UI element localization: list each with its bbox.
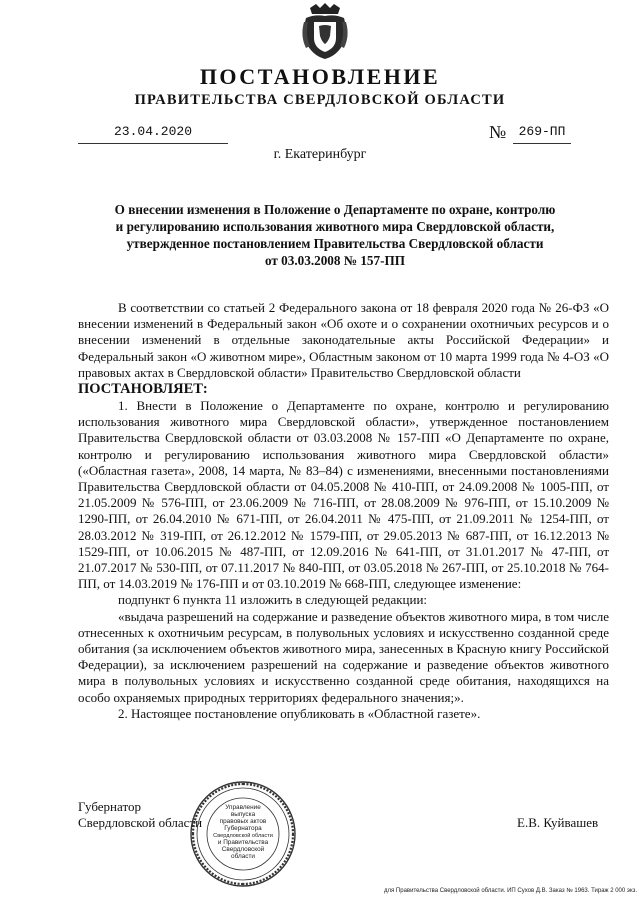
stamp-text: правовых актов	[219, 818, 267, 825]
city: г. Екатеринбург	[273, 147, 367, 162]
stamp-text: области	[231, 853, 255, 860]
quoted-text-paragraph: «выдача разрешений на содержание и разведение объектов животного мира, в том числе отнесенных к охотничьим ресурсам, в полувольных условиях и искусственно созданной среде обитания (за исключением объектов животного мира, занесенных в Красную книгу Российской Федерации), за исключением разрешений на содержание и разведение объектов животного мира в полувольных условиях и искусственно созданной среде обитания, находящихся на особо охраняемых природных территориях федерального значения;».	[78, 608, 609, 705]
stamp-text: Свердловской области	[213, 833, 273, 839]
subject-line: О внесении изменения в Положение о Департаменте по охране, контролю	[114, 202, 556, 217]
document-title: ПОСТАНОВЛЕНИЕ	[199, 64, 441, 89]
document-number-field	[513, 123, 571, 144]
stamp-text: Губернатора	[224, 825, 262, 832]
coat-of-arms-icon	[300, 2, 350, 60]
number-label: №	[489, 122, 507, 142]
document-subject	[100, 201, 570, 269]
item-1-paragraph: 1. Внести в Положение о Департаменте по охране, контролю и регулированию использования животного мира Свердловской области», утвержденное постановлением Правительства Свердловской области от 03.03.2008 № 157-ПП «О Департаменте по охране, контролю и регулированию использования животного мира Свердловской области» («Областная газета», 2008, 14 марта, № 83–84) с изменениями, внесенными постановлениями Правительства Свердловской области от 04.05.2008 № 410-ПП, от 24.09.2008 № 1005-ПП, от 21.05.2009 № 576-ПП, от 23.06.2009 № 716-ПП, от 28.08.2009 № 976-ПП, от 15.10.2009 № 1290-ПП, от 26.04.2010 № 671-ПП, от 26.04.2011 № 475-ПП, от 21.09.2011 № 1254-ПП, от 28.03.2012 № 319-ПП, от 26.12.2012 № 1579-ПП, от 29.05.2013 № 687-ПП, от 16.12.2013 № 1529-ПП, от 10.06.2015 № 487-ПП, от 12.09.2016 № 641-ПП, от 31.01.2017 № 47-ПП, от 21.07.2017 № 530-ПП, от 07.11.2017 № 840-ПП, от 03.05.2018 № 267-ПП, от 25.10.2018 № 764-ПП, от 14.03.2019 № 176-ПП и от 03.10.2019 № 668-ПП, следующее изменение:	[78, 398, 609, 592]
signatory-position	[78, 799, 202, 831]
signatory-name: Е.В. Куйвашев	[517, 815, 599, 830]
subpoint-paragraph: подпункт 6 пункта 11 изложить в следующей редакции:	[118, 592, 428, 608]
preamble-paragraph: В соответствии со статьей 2 Федерального закона от 18 февраля 2020 года № 26-ФЗ «О внесении изменений в Федеральный закон «Об охоте и о сохранении охотничьих ресурсов и о внесении изменений в отдельные законодательные акты Российской Федерации» и Федеральный закон «О животном мире», Областным законом от 10 марта 1999 года № 4-ОЗ «О правовых актах в Свердловской области» Правительство Свердловской области	[78, 300, 609, 380]
stamp-text: выпуска	[230, 811, 256, 818]
document-date-field	[78, 123, 228, 144]
print-footer: для Правительства Свердловской области. ИП Сухов Д.В. Заказ № 1963. Тираж 2 000 экз.	[384, 888, 638, 894]
subject-line: и регулированию использования животного мира Свердловской области,	[115, 219, 555, 234]
document-issuer: ПРАВИТЕЛЬСТВА СВЕРДЛОВСКОЙ ОБЛАСТИ	[134, 92, 506, 108]
position-line: Свердловской области	[78, 815, 203, 830]
document-number: 269-ПП	[518, 124, 566, 139]
subject-line: от 03.03.2008 № 157-ПП	[264, 253, 406, 268]
position-line: Губернатор	[78, 799, 141, 814]
stamp-text: и Правительства	[217, 839, 269, 846]
item-2-paragraph: 2. Настоящее постановление опубликовать в «Областной газете».	[118, 705, 481, 721]
stamp-text: Свердловской	[221, 846, 265, 853]
official-stamp-icon	[188, 779, 298, 889]
decree-heading: ПОСТАНОВЛЯЕТ:	[78, 381, 208, 398]
stamp-text: Управление	[225, 804, 261, 811]
document-date: 23.04.2020	[113, 124, 192, 139]
document-body	[78, 300, 609, 722]
subject-line: утвержденное постановлением Правительства Свердловской области	[126, 236, 544, 251]
